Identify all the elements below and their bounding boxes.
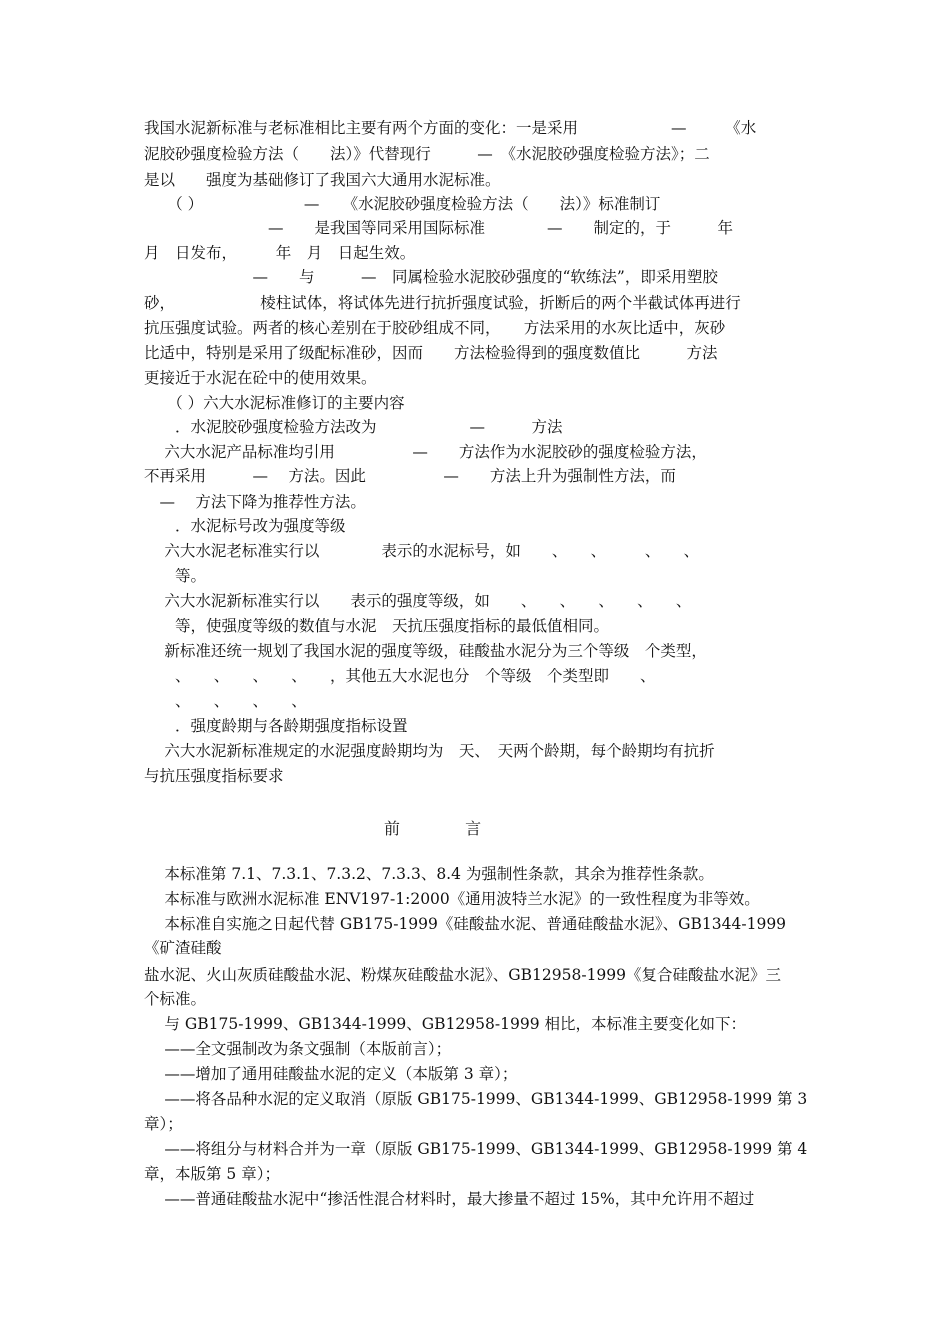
paragraph-line: 六大水泥产品标准均引用 — 方法作为水泥胶砂的强度检验方法，: [144, 443, 707, 461]
paragraph-line: 抗压强度试验。两者的核心差别在于胶砂组成不同， 方法采用的水灰比适中，灰砂: [144, 319, 726, 337]
paragraph-line: — 是我国等同采用国际标准 — 制定的，于 年: [144, 219, 734, 237]
paragraph-line: ．水泥胶砂强度检验方法改为 — 方法: [144, 418, 563, 436]
paragraph-line: 六大水泥新标准实行以 表示的强度等级，如 、 、 、 、 、: [144, 592, 692, 610]
list-item: ——全文强制改为条文强制（本版前言）；: [144, 1040, 452, 1058]
paragraph-line: 六大水泥老标准实行以 表示的水泥标号，如 、 、 、 、: [144, 542, 700, 560]
paragraph-line: 六大水泥新标准规定的水泥强度龄期均为 天、 天两个龄期，每个龄期均有抗折: [144, 742, 715, 760]
foreword-heading: 前 言: [384, 819, 512, 838]
paragraph-line: 是以 强度为基础修订了我国六大通用水泥标准。: [144, 171, 501, 189]
list-item: ——将组分与材料合并为一章（原版 GB175-1999、GB1344-1999、GB12958-1999 第 4: [144, 1140, 808, 1158]
paragraph-line: 更接近于水泥在砼中的使用效果。: [144, 369, 377, 387]
paragraph-line: 月 日发布， 年 月 日起生效。: [144, 244, 416, 262]
paragraph-line: 《矿渣硅酸: [144, 939, 222, 957]
paragraph-line: 比适中，特别是采用了级配标准砂，因而 方法检验得到的强度数值比 方法: [144, 344, 718, 362]
list-item: ——普通硅酸盐水泥中“掺活性混合材料时，最大掺量不超过 15%，其中允许用不超过: [144, 1190, 755, 1208]
paragraph-line: ．水泥标号改为强度等级: [144, 517, 346, 535]
paragraph-line: 砂， 棱柱试体，将试体先进行抗折强度试验，折断后的两个半截试体再进行: [144, 294, 741, 312]
list-item: ——增加了通用硅酸盐水泥的定义（本版第 3 章）；: [144, 1065, 518, 1083]
paragraph-line: 与 GB175-1999、GB1344-1999、GB12958-1999 相比，本标准主要变化如下：: [144, 1015, 746, 1033]
paragraph-line: 与抗压强度指标要求: [144, 767, 284, 785]
paragraph-line: ．强度龄期与各龄期强度指标设置: [144, 717, 408, 735]
paragraph-line: 等。: [144, 567, 207, 585]
section-heading: （ ）六大水泥标准修订的主要内容: [144, 394, 405, 412]
paragraph-line: 本标准自实施之日起代替 GB175-1999《硅酸盐水泥、普通硅酸盐水泥》、GB1344-1999: [144, 915, 787, 933]
paragraph-line: 新标准还统一规划了我国水泥的强度等级，硅酸盐水泥分为三个等级 个类型，: [144, 642, 707, 660]
paragraph-line: 个标准。: [144, 990, 207, 1008]
list-item: ——将各品种水泥的定义取消（原版 GB175-1999、GB1344-1999、GB12958-1999 第 3: [144, 1090, 808, 1108]
paragraph-line: 泥胶砂强度检验方法（ 法）》代替现行 — 《水泥胶砂强度检验方法》；二: [144, 145, 710, 163]
paragraph-line: 章，本版第 5 章）；: [144, 1165, 280, 1183]
paragraph-line: 本标准与欧洲水泥标准 ENV197-1:2000《通用波特兰水泥》的一致性程度为非等效。: [144, 890, 760, 908]
paragraph-line: 等，使强度等级的数值与水泥 天抗压强度指标的最低值相同。: [144, 617, 610, 635]
paragraph-line: 、 、 、 、: [144, 692, 307, 710]
paragraph-line: 本标准第 7.1、7.3.1、7.3.2、7.3.3、8.4 为强制性条款，其余为推荐性条款。: [144, 865, 714, 883]
paragraph-line: （ ） — 《水泥胶砂强度检验方法（ 法）》标准制订: [144, 195, 661, 213]
paragraph-line: 、 、 、 、 ，其他五大水泥也分 个等级 个类型即 、: [144, 667, 656, 685]
paragraph-line: 章）；: [144, 1115, 183, 1133]
paragraph-line: 我国水泥新标准与老标准相比主要有两个方面的变化：一是采用 — 《水: [144, 119, 757, 137]
paragraph-line: — 方法下降为推荐性方法。: [144, 493, 366, 511]
paragraph-line: 不再采用 — 方法。因此 — 方法上升为强制性方法，而: [144, 467, 676, 485]
paragraph-line: — 与 — 同属检验水泥胶砂强度的“软练法”，即采用塑胶: [144, 268, 718, 286]
paragraph-line: 盐水泥、火山灰质硅酸盐水泥、粉煤灰硅酸盐水泥》、GB12958-1999《复合硅酸盐水泥》三: [144, 966, 782, 984]
